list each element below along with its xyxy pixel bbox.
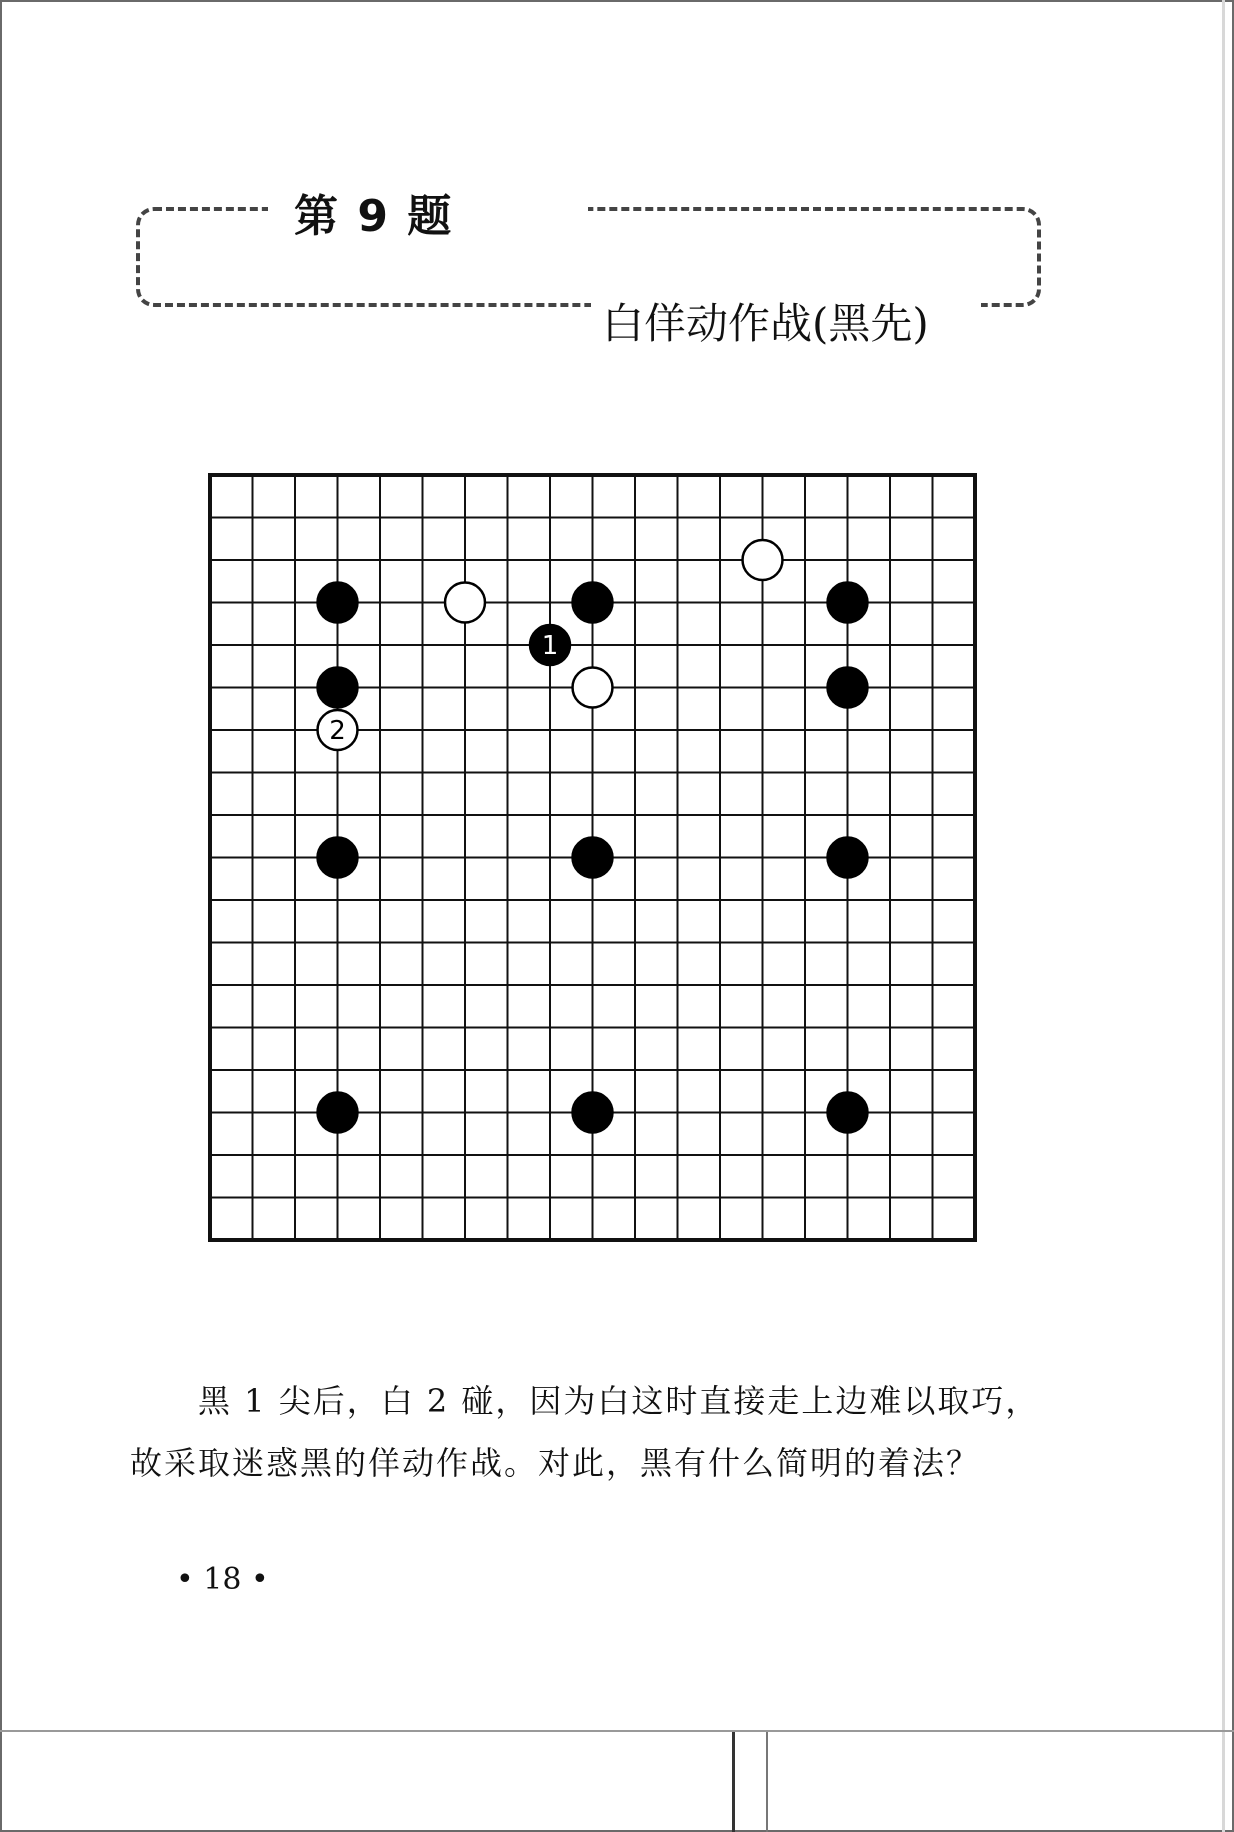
page-number: • 18 • xyxy=(176,1562,269,1597)
problem-title: 第 9 题 xyxy=(294,191,454,242)
black-stone xyxy=(318,668,358,708)
white-stone xyxy=(573,668,613,708)
black-stone xyxy=(573,583,613,623)
go-board-diagram xyxy=(200,465,980,1245)
page-edge-shadow xyxy=(1222,0,1225,1832)
caption-text: 黑 1 尖后，白 2 碰，因为白这时直接走上边难以取巧，故采取迷惑黑的佯动作战。对此，黑有什么简明的着法？ xyxy=(130,1382,1040,1482)
problem-banner xyxy=(136,175,1046,348)
black-stone xyxy=(828,1093,868,1133)
go-board xyxy=(200,465,980,1245)
move-number-label: 1 xyxy=(541,631,559,661)
black-stone xyxy=(828,838,868,878)
black-stone xyxy=(318,1093,358,1133)
black-stone xyxy=(573,1093,613,1133)
black-stone xyxy=(573,838,613,878)
move-number-label: 2 xyxy=(329,716,346,746)
white-stone xyxy=(445,583,485,623)
page-bottom-rule xyxy=(0,1730,1234,1732)
black-stone xyxy=(318,583,358,623)
problem-caption xyxy=(130,1370,1050,1494)
black-stone xyxy=(828,583,868,623)
black-stone xyxy=(318,838,358,878)
binding-mark xyxy=(732,1732,768,1832)
black-stone xyxy=(828,668,868,708)
problem-subtitle: 白佯动作战(黑先) xyxy=(602,299,929,348)
white-stone xyxy=(743,540,783,580)
